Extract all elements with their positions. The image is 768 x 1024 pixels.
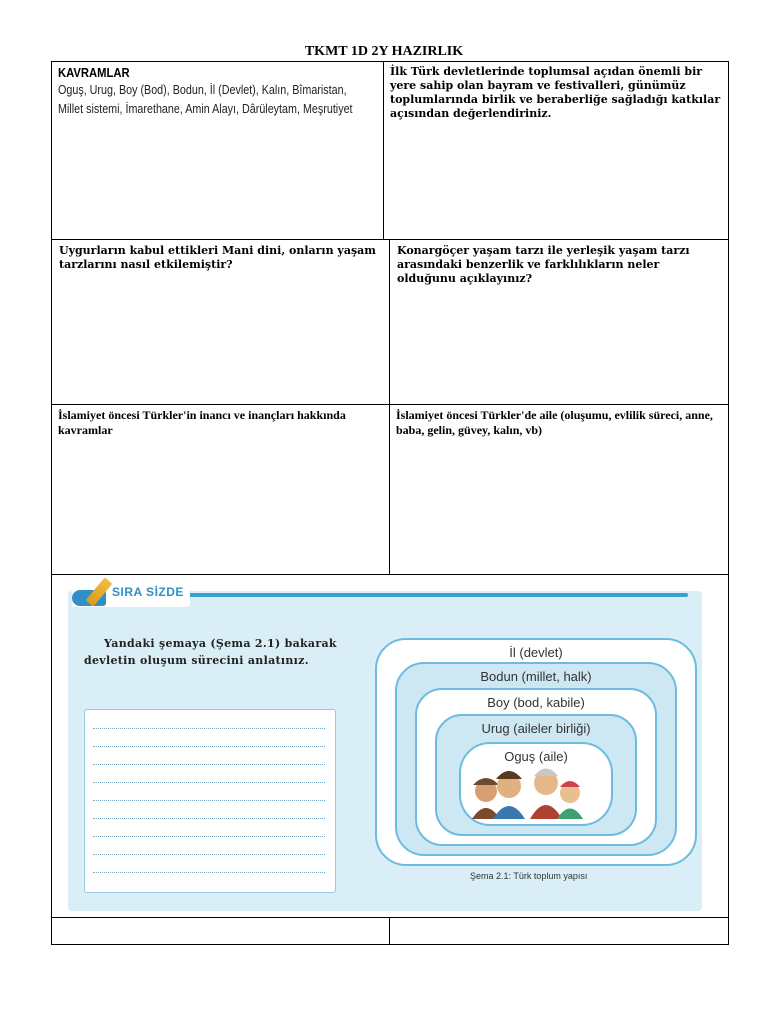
question-4-cell: [51, 404, 390, 575]
diagram-level-label: Oguş (aile): [504, 749, 568, 764]
sira-sizde-panel: [68, 583, 702, 913]
empty-cell-left: [51, 917, 390, 945]
page-title: TKMT 1D 2Y HAZIRLIK: [304, 44, 464, 59]
diagram-level-label: İl (devlet): [509, 645, 563, 660]
empty-cell-right: [389, 917, 729, 945]
kavramlar-list: Oguş, Urug, Boy (Bod), Bodun, İl (Devlet), Kalın, Bîmaristan, Millet sistemi, İmarethane, Amin Alayı, Dârüleytam, Meşrutiyet: [58, 83, 353, 116]
kavramlar-cell: [51, 61, 384, 240]
question-2-cell: [51, 239, 390, 405]
diagram-level-label: Bodun (millet, halk): [480, 669, 592, 684]
diagram-level-label: Urug (aileler birliği): [481, 721, 591, 736]
toplum-yapisi-diagram: [68, 583, 702, 913]
diagram-caption: Şema 2.1: Türk toplum yapısı: [470, 871, 588, 881]
question-3: Konargöçer yaşam tarzı ile yerleşik yaşam tarzı arasındaki benzerlik ve farklılıkların neler olduğunu açıklayınız?: [397, 244, 690, 285]
question-5-cell: [389, 404, 729, 575]
activity-instruction: Yandaki şemaya (Şema 2.1) bakarak devletin oluşum sürecini anlatınız.: [84, 637, 337, 667]
question-5: İslamiyet öncesi Türkler'de aile (oluşumu, evlilik süreci, anne, baba, gelin, güvey, kalın, vb): [396, 408, 713, 437]
tag-label: SIRA SİZDE: [112, 585, 184, 599]
question-3-cell: [389, 239, 729, 405]
question-2: Uygurların kabul ettikleri Mani dini, onların yaşam tarzlarını nasıl etkilemiştir?: [59, 244, 376, 271]
question-4: İslamiyet öncesi Türkler'in inancı ve inançları hakkında kavramlar: [58, 408, 346, 437]
question-1-cell: [383, 61, 729, 240]
diagram-level-label: Boy (bod, kabile): [487, 695, 585, 710]
question-1: İlk Türk devletlerinde toplumsal açıdan önemli bir yere sahip olan bayram ve festivalleri, günümüz toplumlarında birlik ve beraberliğe sağladığı katkılar açısından değerlendiriniz.: [390, 65, 721, 120]
kavramlar-heading: KAVRAMLAR: [58, 66, 130, 80]
